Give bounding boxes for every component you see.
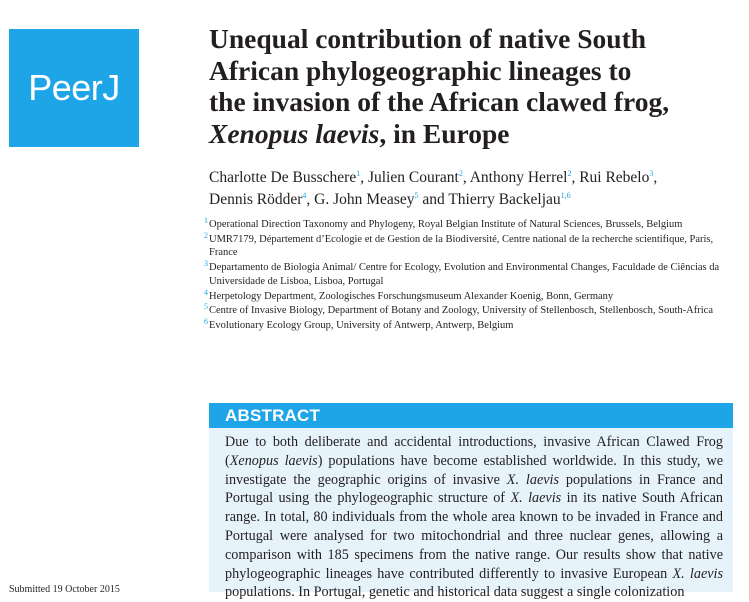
author-name: Julien Courant bbox=[367, 169, 459, 186]
submission-date: Submitted 19 October 2015 bbox=[9, 584, 120, 595]
abstract-text-segment: Due to both deliberate and accidental introductions, invasive African Clawed Frog ( bbox=[225, 434, 723, 469]
affiliation-text: Herpetology Department, Zoologisches Forschungsmuseum Alexander Koenig, Bonn, Germany bbox=[209, 290, 614, 302]
author-affiliation-ref: 1,6 bbox=[560, 190, 571, 200]
abstract-text-segment: populations. In Portugal, genetic and historical data suggest a single colonization bbox=[225, 584, 685, 601]
author-separator: and bbox=[418, 191, 449, 208]
peerj-logo bbox=[9, 29, 139, 147]
title-line-3: the invasion of the African clawed frog, bbox=[209, 86, 670, 117]
author-affiliation-ref: 1 bbox=[356, 168, 361, 178]
peerj-logo-text: PeerJ bbox=[28, 67, 120, 108]
affiliation-list bbox=[204, 218, 724, 334]
author-affiliation-ref: 3 bbox=[649, 168, 654, 178]
author-affiliation-ref: 2 bbox=[567, 168, 572, 178]
author-name: Rui Rebelo bbox=[579, 169, 650, 186]
author-separator: , bbox=[653, 169, 658, 186]
article-title bbox=[209, 23, 729, 149]
abstract-text-segment: in its native South African range. In total, 80 individuals from the whole area known to be invaded in France and Portugal were analysed for two mitochondrial and three nuclear genes, allowing a comparison with 185 specimens from the native range. Our results show that native phylogeographic lineages have contributed differently to invasive European bbox=[225, 490, 724, 582]
author-list bbox=[209, 167, 729, 211]
author-separator: , bbox=[306, 191, 315, 208]
abstract-species-name: X. laevis bbox=[672, 565, 724, 582]
author-affiliation-ref: 2 bbox=[458, 168, 463, 178]
affiliation-item: 4 Herpetology Department, Zoologisches Forschungsmuseum Alexander Koenig, Bonn, Germany bbox=[204, 287, 614, 302]
author-separator: , bbox=[360, 169, 368, 186]
author-affiliation-ref: 4 bbox=[302, 190, 307, 200]
affiliation-text: Operational Direction Taxonomy and Phylogeny, Royal Belgian Institute of Natural Sciences, Brussels, Belgium bbox=[209, 219, 683, 230]
author-name: G. John Measey bbox=[314, 191, 415, 208]
title-species: Xenopus laevis bbox=[209, 117, 380, 149]
author-separator: , bbox=[462, 169, 470, 186]
title-line-4-rest: , in Europe bbox=[379, 117, 510, 149]
abstract-heading: ABSTRACT bbox=[225, 405, 321, 425]
affiliation-item: 3 Departamento de Biologia Animal/ Centre for Ecology, Evolution and Environmental Changes, Faculdade de Ciências da Universidade de Lisboa, Lisboa, Portugal bbox=[204, 259, 720, 287]
affiliation-item: 1 Operational Direction Taxonomy and Phylogeny, Royal Belgian Institute of Natural Sciences, Brussels, Belgium bbox=[204, 216, 683, 230]
abstract-text-segment: ) populations have become established worldwide. In this study, we investigate the geographic origins of invasive bbox=[225, 452, 723, 488]
author-name: Charlotte De Busschere bbox=[209, 169, 357, 186]
abstract-text-segment: populations in France and Portugal using the phylogeographic structure of bbox=[225, 471, 723, 507]
abstract-heading-bar bbox=[209, 403, 733, 428]
author-name: Anthony Herrel bbox=[469, 169, 568, 186]
author-separator: , bbox=[571, 169, 580, 186]
affiliation-item: 6 Evolutionary Ecology Group, University of Antwerp, Antwerp, Belgium bbox=[204, 317, 514, 332]
author-affiliation-ref: 5 bbox=[414, 190, 419, 200]
affiliation-text: UMR7179, Département d’Ecologie et de Gestion de la Biodiversité, Centre national de la recherche scientifique, Paris, France bbox=[209, 233, 714, 259]
abstract-body bbox=[209, 428, 733, 601]
author-name: Dennis Rödder bbox=[209, 191, 303, 208]
title-line-2: African phylogeographic lineages to bbox=[209, 54, 632, 86]
title-line-1: Unequal contribution of native South bbox=[209, 23, 647, 54]
affiliation-text: Evolutionary Ecology Group, University of Antwerp, Antwerp, Belgium bbox=[209, 320, 514, 332]
abstract-text bbox=[209, 428, 733, 602]
affiliation-item: 5 Centre of Invasive Biology, Department of Botany and Zoology, University of Stellenbosch, Stellenbosch, South-Africa bbox=[204, 302, 713, 317]
abstract-species-name: Xenopus laevis bbox=[229, 452, 318, 469]
affiliation-item: 2 UMR7179, Département d’Ecologie et de Gestion de la Biodiversité, Centre national de la recherche scientifique, Paris, France bbox=[204, 230, 714, 259]
author-name: Thierry Backeljau bbox=[448, 191, 561, 208]
affiliation-text: Departamento de Biologia Animal/ Centre for Ecology, Evolution and Environmental Changes, Faculdade de Ciências da Universidade de Lisboa, Lisboa, Portugal bbox=[209, 262, 720, 287]
affiliation-text: Centre of Invasive Biology, Department of Botany and Zoology, University of Stellenbosch, Stellenbosch, South-Africa bbox=[209, 305, 713, 317]
abstract-species-name: X. laevis bbox=[510, 490, 562, 507]
abstract-species-name: X. laevis bbox=[506, 471, 560, 488]
